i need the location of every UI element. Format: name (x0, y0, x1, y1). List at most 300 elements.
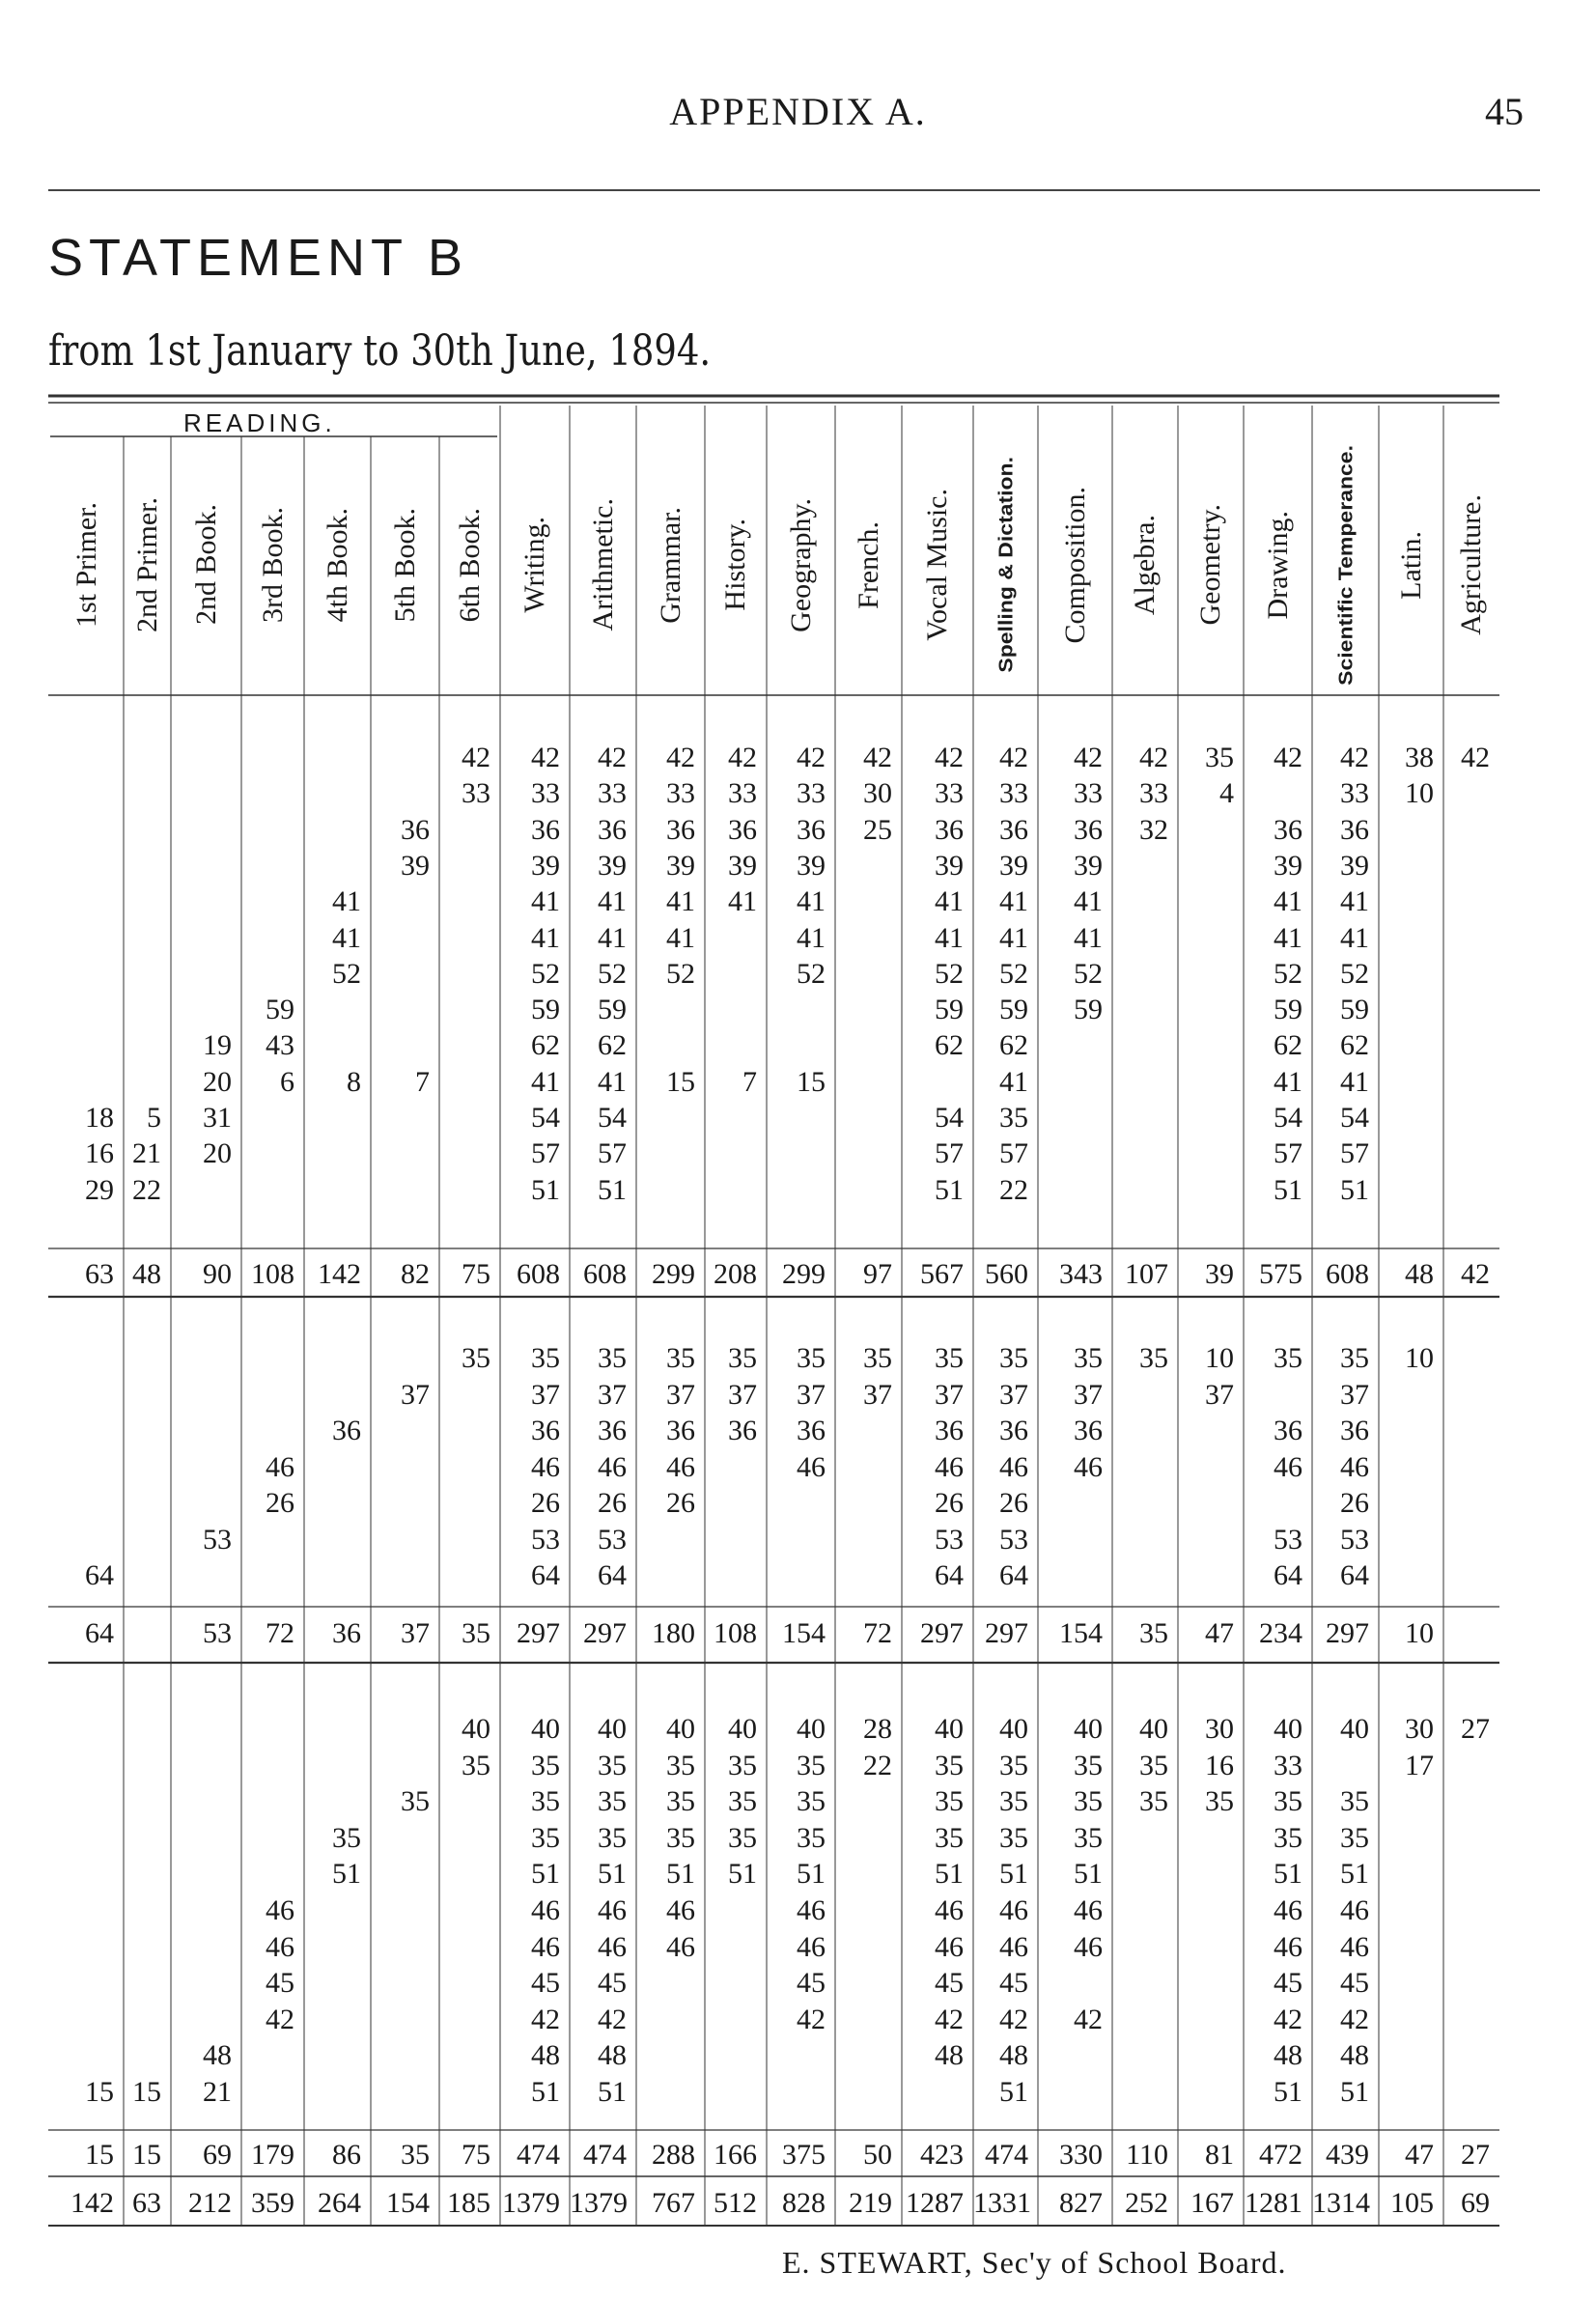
table-cell: 39 (531, 849, 560, 882)
table-cell: 53 (1274, 1523, 1302, 1556)
table-cell: 46 (797, 1450, 826, 1483)
table-cell: 41 (797, 921, 826, 954)
table-cell: 35 (935, 1785, 964, 1818)
table-cell: 42 (1139, 742, 1168, 773)
grand-total: 105 (1390, 2187, 1434, 2219)
table-cell: 35 (935, 1821, 964, 1854)
column-header-label: History. (719, 519, 751, 611)
column-header (1122, 454, 1168, 676)
table-cell: 30 (1405, 1713, 1434, 1745)
table-cell: 41 (666, 885, 695, 918)
table-cell: 57 (598, 1137, 627, 1170)
table-cell: 46 (531, 1894, 560, 1926)
table-cell: 39 (1274, 849, 1302, 882)
table-cell: 35 (666, 1821, 695, 1854)
section-total: 64 (85, 1617, 114, 1649)
section-total: 567 (920, 1258, 964, 1290)
table-cell: 36 (666, 813, 695, 846)
table-cell: 51 (935, 1173, 964, 1206)
table-cell: 41 (999, 885, 1028, 918)
table-cell: 40 (1074, 1713, 1103, 1745)
table-cell: 4 (1219, 777, 1234, 810)
table-cell: 51 (797, 1858, 826, 1891)
section-total: 234 (1259, 1617, 1302, 1649)
table-cell: 51 (598, 1173, 627, 1206)
table-cell: 51 (1340, 1173, 1369, 1206)
table-cell: 16 (85, 1137, 114, 1170)
table-cell: 39 (797, 849, 826, 882)
table-cell: 35 (1139, 1749, 1168, 1781)
table-cell: 42 (266, 2003, 294, 2035)
section-total: 48 (132, 1258, 161, 1290)
table-cell: 28 (863, 1713, 892, 1745)
section-total: 53 (203, 1617, 232, 1649)
table-cell: 52 (935, 957, 964, 990)
table-cell: 35 (598, 1342, 627, 1374)
column-header-label: Spelling & Dictation. (994, 457, 1017, 673)
table-cell: 42 (1274, 742, 1302, 773)
table-cell: 59 (935, 994, 964, 1026)
table-cell: 46 (266, 1450, 294, 1483)
table-cell: 46 (1274, 1894, 1302, 1926)
table-cell: 45 (1340, 1967, 1369, 2000)
table-cell: 46 (1340, 1894, 1369, 1926)
table-cell: 27 (1461, 1713, 1490, 1745)
table-cell: 35 (462, 1342, 490, 1374)
table-cell: 51 (531, 1858, 560, 1891)
section-total: 423 (920, 2139, 964, 2171)
table-cell: 42 (999, 742, 1028, 773)
table-cell: 35 (999, 1102, 1028, 1134)
table-cell: 35 (999, 1821, 1028, 1854)
table-cell: 36 (1340, 1415, 1369, 1446)
section-total: 297 (1326, 1617, 1369, 1649)
table-cell: 33 (462, 777, 490, 810)
column-header (914, 454, 961, 676)
table-cell: 46 (1074, 1894, 1103, 1926)
table-cell: 22 (863, 1749, 892, 1781)
column-header (64, 454, 110, 676)
column-header (1052, 454, 1099, 676)
column-header-label: Writing. (518, 517, 550, 613)
grand-total: 69 (1461, 2187, 1490, 2219)
table-cell: 57 (935, 1137, 964, 1170)
column-header-label: Composition. (1058, 486, 1091, 644)
table-cell: 36 (1074, 1415, 1103, 1446)
table-cell: 41 (1340, 885, 1369, 918)
table-cell: 41 (1074, 921, 1103, 954)
table-cell: 35 (797, 1342, 826, 1374)
grand-total: 1331 (973, 2187, 1031, 2219)
table-cell: 46 (999, 1930, 1028, 1963)
table-cell: 45 (797, 1967, 826, 2000)
table-cell: 45 (531, 1967, 560, 2000)
table-cell: 48 (1274, 2039, 1302, 2072)
table-cell: 18 (85, 1102, 114, 1134)
page-number: 45 (1485, 90, 1524, 133)
table-cell: 46 (666, 1450, 695, 1483)
table-cell: 42 (728, 742, 757, 773)
section-total: 179 (251, 2139, 294, 2171)
table-cell: 53 (935, 1523, 964, 1556)
table-cell: 36 (797, 813, 826, 846)
column-header (648, 454, 694, 676)
table-cell: 46 (598, 1450, 627, 1483)
table-cell: 37 (531, 1378, 560, 1411)
column-header (580, 454, 627, 676)
table-cell: 42 (797, 742, 826, 773)
statement-title: STATEMENT B (48, 229, 469, 287)
table-cell: 39 (598, 849, 627, 882)
section-total: 42 (1461, 1258, 1490, 1290)
table-cell: 57 (531, 1137, 560, 1170)
statement-subtitle: from 1st January to 30th June, 1894. (48, 326, 712, 376)
table-cell: 35 (598, 1785, 627, 1818)
table-cell: 64 (935, 1559, 964, 1591)
table-cell: 36 (797, 1415, 826, 1446)
table-cell: 35 (999, 1749, 1028, 1781)
table-cell: 51 (332, 1858, 361, 1891)
grand-total: 767 (652, 2187, 695, 2219)
table-cell: 33 (666, 777, 695, 810)
table-cell: 35 (999, 1785, 1028, 1818)
section-total: 180 (652, 1617, 695, 1649)
table-cell: 43 (266, 1029, 294, 1062)
table-cell: 35 (598, 1821, 627, 1854)
table-cell: 35 (1074, 1821, 1103, 1854)
section-total: 107 (1125, 1258, 1168, 1290)
table-cell: 40 (935, 1713, 964, 1745)
table-cell: 62 (598, 1029, 627, 1062)
column-header (250, 454, 296, 676)
section-total: 439 (1326, 2139, 1369, 2171)
table-cell: 40 (797, 1713, 826, 1745)
table-cell: 52 (531, 957, 560, 990)
section-total: 608 (1326, 1258, 1369, 1290)
table-cell: 52 (797, 957, 826, 990)
table-cell: 51 (728, 1858, 757, 1891)
grand-total: 1379 (502, 2187, 560, 2219)
table-cell: 36 (728, 813, 757, 846)
table-cell: 41 (935, 921, 964, 954)
column-header-label: 2nd Primer. (130, 497, 163, 632)
section-total: 39 (1205, 1258, 1234, 1290)
section-total: 142 (318, 1258, 361, 1290)
table-cell: 51 (1274, 2076, 1302, 2108)
section-total: 608 (517, 1258, 560, 1290)
table-cell: 17 (1405, 1749, 1434, 1781)
table-cell: 41 (332, 885, 361, 918)
table-cell: 37 (666, 1378, 695, 1411)
table-cell: 42 (1074, 2003, 1103, 2035)
table-cell: 46 (797, 1894, 826, 1926)
table-cell: 45 (1274, 1967, 1302, 2000)
column-header-label: Geography. (784, 497, 817, 632)
table-cell: 41 (999, 921, 1028, 954)
column-header-label: Grammar. (654, 506, 686, 624)
table-cell: 36 (332, 1415, 361, 1446)
column-header-label: Vocal Music. (921, 489, 953, 641)
grand-total: 264 (318, 2187, 361, 2219)
table-cell: 48 (935, 2039, 964, 2072)
section-total: 97 (863, 1258, 892, 1290)
table-cell: 36 (935, 1415, 964, 1446)
section-total: 82 (401, 1258, 430, 1290)
table-cell: 35 (797, 1785, 826, 1818)
section-total: 299 (652, 1258, 695, 1290)
table-cell: 33 (728, 777, 757, 810)
table-cell: 40 (1139, 1713, 1168, 1745)
signature-line: E. STEWART, Sec'y of School Board. (782, 2245, 1287, 2280)
table-cell: 46 (666, 1894, 695, 1926)
grand-total: 63 (132, 2187, 161, 2219)
table-cell: 51 (935, 1858, 964, 1891)
table-cell: 45 (266, 1967, 294, 2000)
table-cell: 46 (935, 1450, 964, 1483)
table-cell: 29 (85, 1173, 114, 1206)
table-cell: 42 (1340, 742, 1369, 773)
table-cell: 35 (1074, 1785, 1103, 1818)
table-cell: 15 (85, 2076, 114, 2108)
table-cell: 40 (666, 1713, 695, 1745)
table-cell: 42 (531, 742, 560, 773)
section-total: 86 (332, 2139, 361, 2171)
table-cell: 30 (863, 777, 892, 810)
table-cell: 37 (797, 1378, 826, 1411)
section-total: 560 (985, 1258, 1028, 1290)
table-cell: 37 (1205, 1378, 1234, 1411)
table-cell: 10 (1205, 1342, 1234, 1374)
grand-total: 219 (849, 2187, 892, 2219)
column-header-label: 1st Primer. (70, 501, 102, 628)
table-cell: 15 (132, 2076, 161, 2108)
table-cell: 42 (598, 742, 627, 773)
section-total: 608 (583, 1258, 627, 1290)
table-cell: 59 (1340, 994, 1369, 1026)
table-cell: 41 (531, 1065, 560, 1098)
table-cell: 36 (935, 813, 964, 846)
table-cell: 15 (666, 1065, 695, 1098)
table-cell: 40 (728, 1713, 757, 1745)
column-header (125, 454, 171, 676)
section-total: 166 (714, 2139, 757, 2171)
section-total: 81 (1205, 2139, 1234, 2171)
table-cell: 5 (147, 1102, 161, 1134)
table-cell: 35 (728, 1749, 757, 1781)
section-total: 297 (985, 1617, 1028, 1649)
table-cell: 35 (935, 1749, 964, 1781)
table-cell: 59 (999, 994, 1028, 1026)
table-cell: 39 (666, 849, 695, 882)
table-cell: 35 (1139, 1785, 1168, 1818)
table-cell: 40 (1274, 1713, 1302, 1745)
table-cell: 35 (999, 1342, 1028, 1374)
table-cell: 39 (401, 849, 430, 882)
table-cell: 33 (1274, 1749, 1302, 1781)
table-cell: 51 (666, 1858, 695, 1891)
table-cell: 36 (1074, 813, 1103, 846)
table-cell: 54 (935, 1102, 964, 1134)
table-cell: 26 (266, 1487, 294, 1519)
section-total: 72 (266, 1617, 294, 1649)
column-header-label: Algebra. (1129, 514, 1161, 616)
table-cell: 22 (999, 1173, 1028, 1206)
table-cell: 46 (1274, 1930, 1302, 1963)
table-cell: 64 (598, 1559, 627, 1591)
grand-total: 142 (70, 2187, 114, 2219)
table-cell: 51 (1274, 1173, 1302, 1206)
table-cell: 35 (1205, 742, 1234, 773)
column-header (1188, 454, 1234, 676)
column-header-label: Arithmetic. (586, 498, 619, 631)
column-header-label: Drawing. (1261, 510, 1294, 620)
table-cell: 39 (728, 849, 757, 882)
table-cell: 35 (462, 1749, 490, 1781)
table-cell: 54 (1274, 1102, 1302, 1134)
table-cell: 36 (999, 813, 1028, 846)
column-header (1388, 454, 1435, 676)
table-cell: 42 (666, 742, 695, 773)
table-cell: 37 (728, 1378, 757, 1411)
section-total: 575 (1259, 1258, 1302, 1290)
section-total: 63 (85, 1258, 114, 1290)
section-total: 108 (714, 1617, 757, 1649)
section-total: 297 (920, 1617, 964, 1649)
table-cell: 35 (728, 1785, 757, 1818)
table-cell: 53 (598, 1523, 627, 1556)
table-cell: 36 (531, 813, 560, 846)
section-total: 288 (652, 2139, 695, 2171)
section-total: 110 (1126, 2139, 1168, 2171)
table-cell: 37 (863, 1378, 892, 1411)
table-cell: 40 (1340, 1713, 1369, 1745)
table-cell: 59 (531, 994, 560, 1026)
table-cell: 26 (666, 1487, 695, 1519)
table-cell: 62 (935, 1029, 964, 1062)
section-total: 297 (517, 1617, 560, 1649)
section-total: 108 (251, 1258, 294, 1290)
table-cell: 33 (797, 777, 826, 810)
column-header-label: 6th Book. (453, 507, 486, 623)
table-cell: 46 (598, 1930, 627, 1963)
table-cell: 46 (935, 1894, 964, 1926)
table-cell: 36 (666, 1415, 695, 1446)
table-cell: 35 (401, 1785, 430, 1818)
table-cell: 62 (1274, 1029, 1302, 1062)
grand-total: 185 (447, 2187, 490, 2219)
table-cell: 40 (999, 1713, 1028, 1745)
table-cell: 41 (1340, 921, 1369, 954)
table-cell: 26 (1340, 1487, 1369, 1519)
table-cell: 35 (531, 1821, 560, 1854)
table-cell: 51 (999, 2076, 1028, 2108)
grand-total: 359 (251, 2187, 294, 2219)
table-cell: 41 (598, 885, 627, 918)
column-header (1255, 454, 1302, 676)
table-cell: 37 (598, 1378, 627, 1411)
table-cell: 46 (935, 1930, 964, 1963)
table-cell: 48 (1340, 2039, 1369, 2072)
table-cell: 53 (1340, 1523, 1369, 1556)
table-cell: 36 (1274, 813, 1302, 846)
table-cell: 35 (666, 1342, 695, 1374)
table-cell: 35 (1340, 1785, 1369, 1818)
column-header (315, 454, 361, 676)
table-cell: 46 (266, 1894, 294, 1926)
table-cell: 37 (1074, 1378, 1103, 1411)
table-cell: 42 (531, 2003, 560, 2035)
table-cell: 51 (1340, 1858, 1369, 1891)
section-total: 472 (1259, 2139, 1302, 2171)
table-cell: 46 (1274, 1450, 1302, 1483)
table-cell: 39 (1074, 849, 1103, 882)
table-cell: 57 (999, 1137, 1028, 1170)
table-cell: 33 (1139, 777, 1168, 810)
table-cell: 35 (797, 1821, 826, 1854)
table-cell: 16 (1205, 1749, 1234, 1781)
table-cell: 48 (531, 2039, 560, 2072)
column-header-label: Agriculture. (1455, 494, 1487, 635)
table-cell: 46 (1340, 1930, 1369, 1963)
table-cell: 51 (1340, 2076, 1369, 2108)
table-cell: 51 (531, 1173, 560, 1206)
table-cell: 36 (999, 1415, 1028, 1446)
table-cell: 51 (1274, 1858, 1302, 1891)
table-cell: 35 (1340, 1342, 1369, 1374)
table-cell: 35 (1340, 1821, 1369, 1854)
table-cell: 41 (666, 921, 695, 954)
table-cell: 36 (728, 1415, 757, 1446)
section-total: 474 (583, 2139, 627, 2171)
table-cell: 33 (598, 777, 627, 810)
table-cell: 20 (203, 1065, 232, 1098)
column-header (382, 454, 429, 676)
table-cell: 52 (1340, 957, 1369, 990)
table-cell: 8 (347, 1065, 361, 1098)
table-cell: 38 (1405, 742, 1434, 773)
table-cell: 36 (598, 1415, 627, 1446)
table-cell: 36 (1274, 1415, 1302, 1446)
section-total: 15 (132, 2139, 161, 2171)
table-cell: 42 (1461, 742, 1490, 773)
table-cell: 64 (1274, 1559, 1302, 1591)
table-cell: 51 (598, 2076, 627, 2108)
section-total: 69 (203, 2139, 232, 2171)
table-cell: 39 (999, 849, 1028, 882)
table-cell: 35 (531, 1749, 560, 1781)
table-cell: 7 (415, 1065, 430, 1098)
table-cell: 40 (598, 1713, 627, 1745)
table-cell: 42 (999, 2003, 1028, 2035)
section-total: 37 (401, 1617, 430, 1649)
table-cell: 46 (531, 1930, 560, 1963)
table-cell: 54 (531, 1102, 560, 1134)
section-total: 47 (1205, 1617, 1234, 1649)
table-cell: 57 (1340, 1137, 1369, 1170)
table-cell: 52 (1274, 957, 1302, 990)
section-total: 75 (462, 1258, 490, 1290)
table-cell: 40 (462, 1713, 490, 1745)
column-header (1448, 454, 1495, 676)
table-cell: 35 (797, 1749, 826, 1781)
table-cell: 45 (999, 1967, 1028, 2000)
section-total: 474 (985, 2139, 1028, 2171)
table-cell: 62 (531, 1029, 560, 1062)
table-cell: 42 (1074, 742, 1103, 773)
section-total: 10 (1405, 1617, 1434, 1649)
table-cell: 30 (1205, 1713, 1234, 1745)
table-cell: 20 (203, 1137, 232, 1170)
